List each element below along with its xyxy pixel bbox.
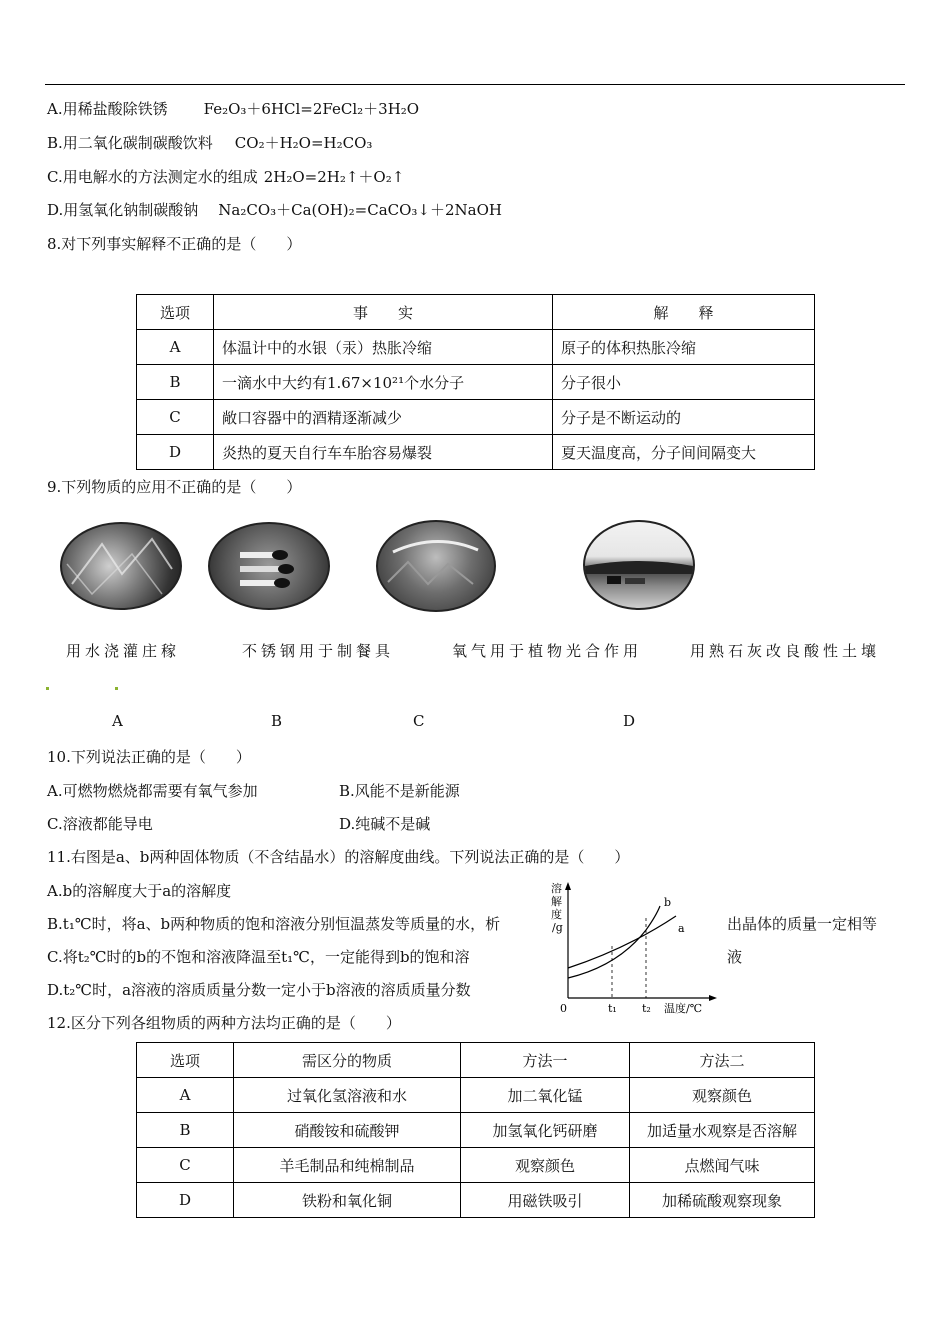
q7-option-c: C.用电解水的方法测定水的组成 2H₂O=2H₂↑＋O₂↑ xyxy=(47,168,405,186)
solubility-curve-graph xyxy=(548,876,718,1016)
table-row xyxy=(137,1113,815,1148)
q10-option-d: D.纯碱不是碱 xyxy=(339,815,431,833)
q11-option-d: D.t₂℃时，a溶液的溶质质量分数一定小于b溶液的溶质质量分数 xyxy=(47,981,471,999)
table-cell: 体温计中的水银（汞）热胀冷缩 xyxy=(214,330,553,365)
q12-stem: 12.区分下列各组物质的两种方法均正确的是（ ） xyxy=(47,1014,401,1032)
q7-option-d: D.用氢氧化钠制碳酸钠 Na₂CO₃＋Ca(OH)₂=CaCO₃↓＋2NaOH xyxy=(47,201,502,219)
caption-a: 用水浇灌庄稼 xyxy=(66,642,181,660)
table-row xyxy=(137,1148,815,1183)
t2-label: t₂ xyxy=(642,1002,651,1015)
table-header-cell: 解 释 xyxy=(553,295,815,330)
x-axis-arrow xyxy=(709,995,717,1001)
top-rule xyxy=(45,84,905,85)
t1-label: t₁ xyxy=(608,1002,617,1015)
q11-option-b-part1: B.t₁℃时，将a、b两种物质的饱和溶液分别恒温蒸发等质量的水，析 xyxy=(47,915,501,933)
table-cell: B xyxy=(137,365,214,400)
table-cell: C xyxy=(137,1148,234,1183)
table-cell: A xyxy=(137,1078,234,1113)
q10-stem: 10.下列说法正确的是（ ） xyxy=(47,748,251,766)
table-cell: 炎热的夏天自行车车胎容易爆裂 xyxy=(214,435,553,470)
table-cell: 夏天温度高，分子间间隔变大 xyxy=(553,435,815,470)
q10-option-a: A.可燃物燃烧都需要有氧气参加 xyxy=(47,782,258,800)
q11-option-a: A.b的溶解度大于a的溶解度 xyxy=(47,882,232,900)
q7-option-b: B.用二氧化碳制碳酸饮料 CO₂＋H₂O=H₂CO₃ xyxy=(47,134,373,152)
y-axis-label: 溶解度/g xyxy=(551,882,563,934)
curve-a-label: a xyxy=(678,922,685,935)
curve-a xyxy=(568,916,676,968)
table-cell: 加二氧化锰 xyxy=(461,1078,630,1113)
plants-icon xyxy=(378,522,494,610)
table-header-cell: 方法一 xyxy=(461,1043,630,1078)
label-b: B xyxy=(271,712,283,730)
table-cell: 观察颜色 xyxy=(461,1148,630,1183)
table-cell: 原子的体积热胀冷缩 xyxy=(553,330,815,365)
table-row xyxy=(137,1183,815,1218)
q11-option-c-part1: C.将t₂℃时的b的不饱和溶液降温至t₁℃，一定能得到b的饱和溶 xyxy=(47,948,470,966)
label-d: D xyxy=(623,712,636,730)
watering-texture-icon xyxy=(62,524,180,608)
table-cell: D xyxy=(137,1183,234,1218)
origin-label: 0 xyxy=(560,1002,567,1015)
table-cell: 加适量水观察是否溶解 xyxy=(630,1113,815,1148)
table-cell: 羊毛制品和纯棉制品 xyxy=(234,1148,461,1183)
table-cell: B xyxy=(137,1113,234,1148)
q11-stem: 11.右图是a、b两种固体物质（不含结晶水）的溶解度曲线。下列说法正确的是（ ） xyxy=(47,848,630,866)
y-axis-arrow xyxy=(565,882,571,890)
table-cell: 分子很小 xyxy=(553,365,815,400)
q9-stem: 9.下列物质的应用不正确的是（ ） xyxy=(47,478,302,496)
field-landscape-icon xyxy=(585,522,693,608)
table-row xyxy=(137,435,815,470)
table-cell: 加稀硫酸观察现象 xyxy=(630,1183,815,1218)
table-header-row xyxy=(137,295,815,330)
table-header-cell: 事 实 xyxy=(214,295,553,330)
photo-slaked-lime-soil xyxy=(583,520,695,610)
photo-stainless-utensils xyxy=(208,522,330,610)
table-cell: D xyxy=(137,435,214,470)
q10-option-c: C.溶液都能导电 xyxy=(47,815,153,833)
table-cell: 点燃闻气味 xyxy=(630,1148,815,1183)
table-header-row xyxy=(137,1043,815,1078)
label-a: A xyxy=(112,712,123,730)
q8-table xyxy=(136,294,815,470)
table-cell: 过氧化氢溶液和水 xyxy=(234,1078,461,1113)
photo-plant-photosynthesis xyxy=(376,520,496,612)
table-cell: 硝酸铵和硫酸钾 xyxy=(234,1113,461,1148)
caption-b: 不锈钢用于制餐具 xyxy=(242,642,395,660)
caption-d: 用熟石灰改良酸性土壤 xyxy=(690,642,881,660)
q10-option-b: B.风能不是新能源 xyxy=(339,782,460,800)
table-cell: 加氢氧化钙研磨 xyxy=(461,1113,630,1148)
table-header-cell: 选项 xyxy=(137,1043,234,1078)
decorative-dot xyxy=(46,687,49,690)
photo-watering-crops xyxy=(60,522,182,610)
table-cell: C xyxy=(137,400,214,435)
table-cell: 铁粉和氧化铜 xyxy=(234,1183,461,1218)
table-cell: A xyxy=(137,330,214,365)
table-row xyxy=(137,365,815,400)
table-cell: 分子是不断运动的 xyxy=(553,400,815,435)
decorative-dot xyxy=(115,687,118,690)
q11-option-b-part2: 出晶体的质量一定相等 xyxy=(727,915,878,933)
q11-option-c-part2: 液 xyxy=(727,948,743,966)
table-row xyxy=(137,1078,815,1113)
q12-table xyxy=(136,1042,815,1218)
q8-stem: 8.对下列事实解释不正确的是（ ） xyxy=(47,235,302,253)
table-header-cell: 方法二 xyxy=(630,1043,815,1078)
x-axis-label: 温度/℃ xyxy=(664,1002,703,1015)
table-header-cell: 需区分的物质 xyxy=(234,1043,461,1078)
table-cell: 敞口容器中的酒精逐渐减少 xyxy=(214,400,553,435)
table-cell: 一滴水中大约有1.67×10²¹个水分子 xyxy=(214,365,553,400)
table-row xyxy=(137,400,815,435)
utensils-icon xyxy=(210,524,328,608)
q7-option-a: A.用稀盐酸除铁锈 Fe₂O₃＋6HCl=2FeCl₂＋3H₂O xyxy=(47,100,420,118)
label-c: C xyxy=(413,712,425,730)
table-row xyxy=(137,330,815,365)
caption-c: 氧气用于植物光合作用 xyxy=(452,642,643,660)
table-cell: 观察颜色 xyxy=(630,1078,815,1113)
curve-b-label: b xyxy=(664,896,672,909)
table-cell: 用磁铁吸引 xyxy=(461,1183,630,1218)
table-header-cell: 选项 xyxy=(137,295,214,330)
